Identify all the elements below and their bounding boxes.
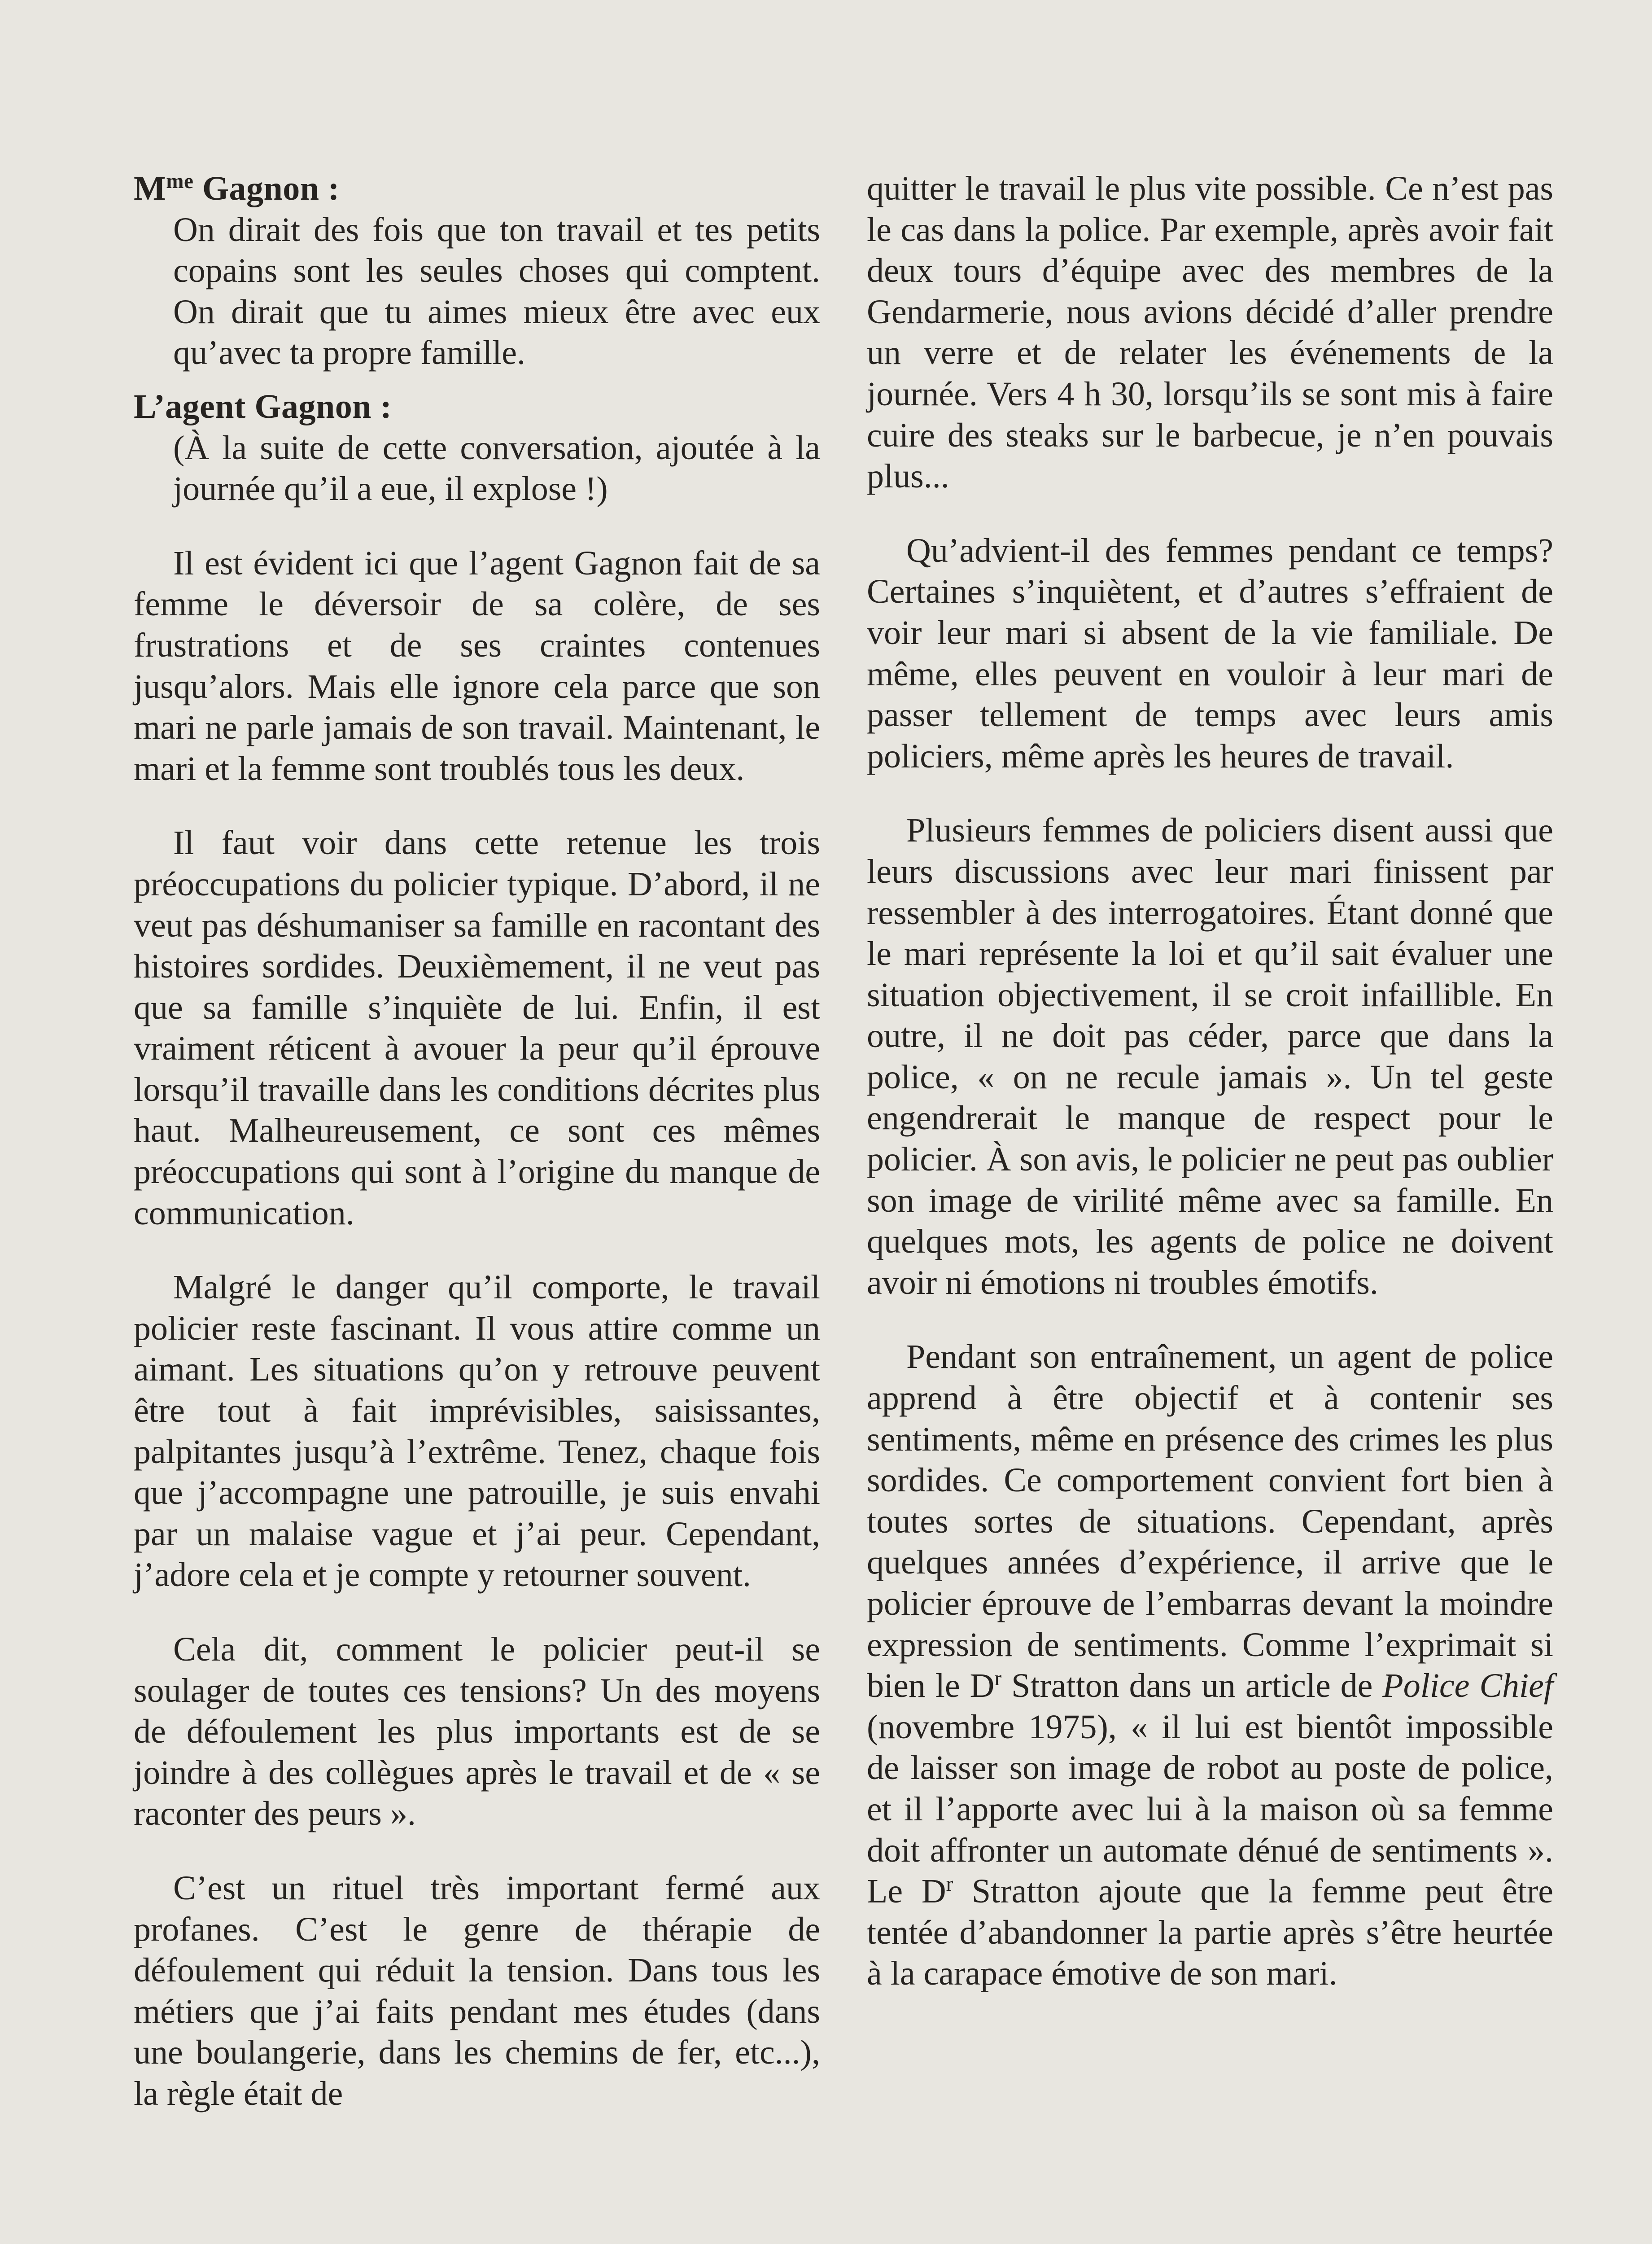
body-paragraph: Il faut voir dans cette retenue les trois préoccupations du policier typique. D’abord, il ne veut pas déshumaniser sa famille en racontant des histoires sordides. Deuxièmement, il ne veut pas que sa famille s’inquiète de lui. Enfin, il est vraiment réticent à avouer la peur qu’il éprouve lorsqu’il travaille dans les conditions décrites plus haut. Malheureusement, ce sont ces mêmes préoccupations qui sont à l’origine du manque de communication. bbox=[134, 824, 820, 1232]
body-paragraph: C’est un rituel très important fermé aux profanes. C’est le genre de thérapie de défoulement qui réduit la tension. Dans tous les métiers que j’ai faits pendant mes études (dans une boulangerie, dans les chemins de fer, etc...), la règle était de bbox=[134, 1869, 820, 2113]
text-run: Pendant son entraînement, un agent de police apprend à être objectif et à contenir ses sentiments, même en présence des crimes les plus sordides. Ce comportement convient fort bien à toutes sortes de situations. Cependant, après quelques années d’expérience, il arrive que le policier éprouve de l’embarras devant la moindre expression de sentiments. Comme l’exprimait si bien le D bbox=[867, 1338, 1553, 1705]
publication-title: Police Chief bbox=[1382, 1667, 1554, 1705]
speaker-heading-mme-gagnon bbox=[134, 168, 820, 210]
body-paragraph: Qu’advient-il des femmes pendant ce temps? Certaines s’inquiètent, et d’autres s’effraient de voir leur mari si absent de la vie familiale. De même, elles peuvent en vouloir à leur mari de passer tellement de temps avec leurs amis policiers, même après les heures de travail. bbox=[867, 531, 1553, 775]
body-paragraph: Malgré le danger qu’il comporte, le travail policier reste fascinant. Il vous attire comme un aimant. Les situations qu’on y retrouve peuvent être tout à fait imprévisibles, saisissantes, palpitantes jusqu’à l’extrême. Tenez, chaque fois que j’accompagne une patrouille, je suis envahi par un malaise vague et j’ai peur. Cependant, j’adore cela et je compte y retourner souvent. bbox=[134, 1268, 820, 1594]
speaker-prefix: M bbox=[134, 170, 166, 207]
speaker-heading-agent-gagnon: L’agent Gagnon : bbox=[134, 387, 392, 425]
dialogue-speech: (À la suite de cette conversation, ajoutée à la journée qu’il a eue, il explose !) bbox=[173, 429, 820, 508]
superscript: r bbox=[994, 1667, 1002, 1691]
body-paragraph-last bbox=[867, 1337, 1553, 1994]
speaker-superscript: me bbox=[166, 170, 194, 193]
body-paragraph: Cela dit, comment le policier peut-il se soulager de toutes ces tensions? Un des moyens de défoulement les plus importants est de se joindre à des collègues après le travail et de « se raconter des peurs ». bbox=[134, 1630, 820, 1833]
text-run: (novembre 1975), « il lui est bientôt impossible de laisser son image de robot au poste de police, et il l’apporte avec lui à la maison où sa femme doit affronter un automate dénué de sentiments ». Le D bbox=[867, 1708, 1553, 1911]
text-run: Stratton ajoute que la femme peut être tentée d’abandonner la partie après s’être heurtée à la carapace émotive de son mari. bbox=[867, 1872, 1554, 1993]
body-paragraph: Il est évident ici que l’agent Gagnon fait de sa femme le déversoir de sa colère, de ses frustrations et de ses craintes contenues jusqu’alors. Mais elle ignore cela parce que son mari ne parle jamais de son travail. Maintenant, le mari et la femme sont troublés tous les deux. bbox=[134, 544, 820, 788]
left-column bbox=[134, 168, 820, 2115]
right-column bbox=[867, 168, 1553, 1994]
text-run: Stratton dans un article de bbox=[1001, 1667, 1383, 1705]
continued-paragraph: quitter le travail le plus vite possible. Ce n’est pas le cas dans la police. Par exemple, après avoir fait deux tours d’équipe avec des membres de la Gendarmerie, nous avions décidé d’aller prendre un verre et de relater les événements de la journée. Vers 4 h 30, lorsqu’ils se sont mis à faire cuire des steaks sur le barbecue, je n’en pouvais plus... bbox=[867, 170, 1553, 495]
dialogue-speech: On dirait des fois que ton travail et tes petits copains sont les seules choses qui comptent. On dirait que tu aimes mieux être avec eux qu’avec ta propre famille. bbox=[173, 210, 820, 372]
superscript: r bbox=[946, 1872, 953, 1896]
speaker-name: Gagnon : bbox=[193, 170, 340, 207]
body-paragraph: Plusieurs femmes de policiers disent aussi que leurs discussions avec leur mari finissent par ressembler à des interrogatoires. Étant donné que le mari représente la loi et qu’il sait évaluer une situation objectivement, il se croit infaillible. En outre, il ne doit pas céder, parce que dans la police, « on ne recule jamais ». Un tel geste engendrerait le manque de respect pour le policier. À son avis, le policier ne peut pas oublier son image de virilité même avec sa famille. En quelques mots, les agents de police ne doivent avoir ni émotions ni troubles émotifs. bbox=[867, 811, 1553, 1302]
